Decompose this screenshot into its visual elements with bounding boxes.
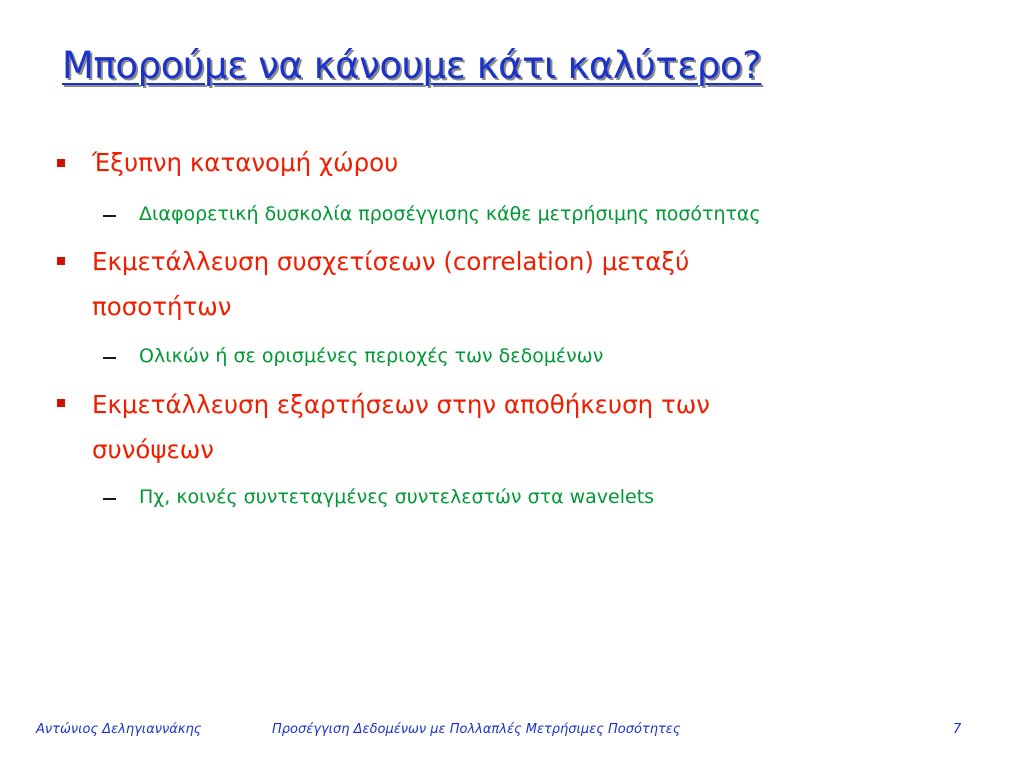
sub-bullet-1: Διαφορετική δυσκολία προσέγγισης κάθε μετρήσιμης ποσότητας	[139, 203, 761, 225]
bullet-2-line-1: Εκμετάλλευση συσχετίσεων (correlation) μεταξύ	[92, 247, 690, 276]
page-number: 7	[953, 722, 962, 737]
bullet-1-line-1: Έξυπνη κατανομή χώρου	[92, 148, 399, 177]
footer-author: Αντώνιος Δεληγιαννάκης	[36, 722, 202, 737]
bullet-square-icon	[57, 399, 65, 407]
bullet-square-icon	[57, 257, 65, 265]
footer-course: Προσέγγιση Δεδομένων με Πολλαπλές Μετρήσιμες Ποσότητες	[272, 722, 681, 737]
sub-bullet-2: Ολικών ή σε ορισμένες περιοχές των δεδομένων	[139, 345, 604, 367]
dash-icon	[103, 215, 116, 217]
bullet-3-line-1: Εκμετάλλευση εξαρτήσεων στην αποθήκευση των	[92, 390, 710, 419]
dash-icon	[103, 357, 116, 359]
dash-icon	[103, 498, 116, 500]
sub-bullet-3: Πχ, κοινές συντεταγμένες συντελεστών στα wavelets	[139, 486, 655, 508]
slide-title: Μπορούμε να κάνουμε κάτι καλύτερο?	[62, 44, 762, 87]
bullet-square-icon	[57, 159, 65, 167]
bullet-2-line-2: ποσοτήτων	[92, 292, 232, 321]
bullet-3-line-2: συνόψεων	[92, 435, 214, 464]
